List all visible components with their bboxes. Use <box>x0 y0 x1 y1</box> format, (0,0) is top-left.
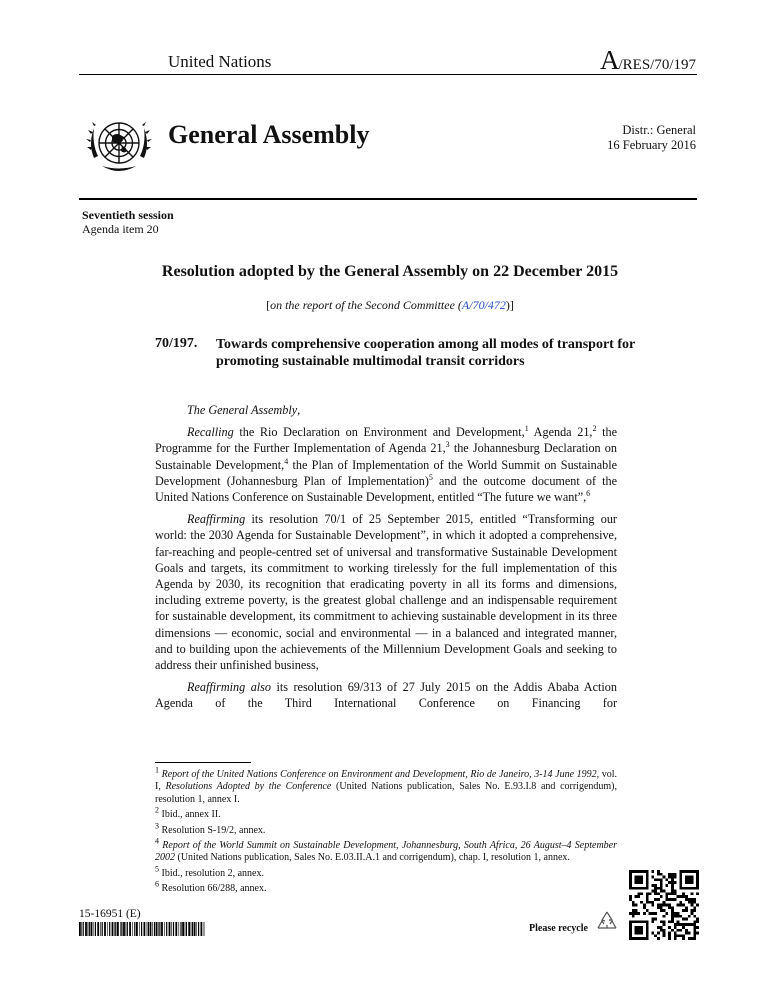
report-bracket-open: [ <box>266 298 271 312</box>
p1-b: Agenda 21, <box>528 425 593 440</box>
recycle-icon <box>593 908 621 936</box>
opening-line: The General Assembly, <box>187 403 301 417</box>
footnote: $^4$ Report of the World Summit on Sustainable Development, Johannesburg, South Africa, 26 August–4 September 2002 (United Nations publication, Sales No. E.03.II.A.1 and corrigendum), chap. I, resolution 1, annex. <box>155 836 617 864</box>
report-text: on the report of the Second Committee ( <box>270 298 462 312</box>
session-name: Seventieth session <box>82 208 174 222</box>
report-link[interactable]: A/70/472 <box>461 298 506 312</box>
p2-text: its resolution 70/1 of 25 September 2015, entitled “Transforming our world: the 2030 Agenda for Sustainable Development”, in which it adopted a comprehensive, far-reaching and people-centred set of universal and transformative Sustainable Development Goals and targets, its commitment to working tirelessly for the full implementation of this Agenda by 2030, its recognition that eradicating poverty in all its forms and dimensions, including extreme poverty, is the greatest global challenge and an indispensable requirement for sustainable development, its commitment to achieving sustainable development in its three dimensions — economic, social and environmental — in a balanced and integrated manner, and to building upon the achievements of the Millennium Development Goals and seeking to address their unfinished business, <box>155 512 617 673</box>
masthead-rule <box>79 198 697 200</box>
body-name: General Assembly <box>168 120 370 149</box>
footnote: $^3$ Resolution S-19/2, annex. <box>155 821 266 836</box>
p1-e: the Plan of Implementation of the World Summit on Sustainable Development (Johannesburg Plan of Implementation) <box>155 457 617 488</box>
agenda-item: Agenda item 20 <box>82 222 159 236</box>
paragraph-reaffirming <box>155 511 617 673</box>
distribution-block <box>607 123 696 153</box>
p1-f: and the outcome document of the United Nations Conference on Sustainable Development, entitled “The future we want”, <box>155 473 618 505</box>
footnotes <box>155 765 618 899</box>
symbol-prefix: A <box>599 45 619 75</box>
resolution-body <box>155 402 617 718</box>
p1-lead: Recalling <box>187 425 234 440</box>
footnote: $^6$ Resolution 66/288, annex. <box>155 879 267 895</box>
document-date: 16 February 2016 <box>607 138 696 152</box>
un-emblem-icon <box>82 106 156 180</box>
p1-a: the Rio Declaration on Environment and Development, <box>233 425 525 440</box>
paragraph-recalling: Recalling the Rio Declaration on Environment and Development,$^1$ Agenda 21,$^2$ the Programme for the Further Implementation of Agenda 21,$^3$ the Johannesburg Declaration on Sustainable Development,$^4$ the Plan of Implementation of the World Summit on Sustainable Development (Johannesburg Plan of Implementation)$^5$ and the outcome document of the United Nations Conference on Sustainable Development, entitled “The future we want”,$^6$ <box>155 424 618 505</box>
recycle-label: Please recycle <box>529 923 588 934</box>
p1-d: the Johannesburg Declaration on Sustainable Development, <box>155 441 617 472</box>
resolution-title: Towards comprehensive cooperation among all modes of transport for promoting sustainable multimodal transit corridors <box>216 337 635 369</box>
footnote-rule <box>155 762 251 763</box>
resolution-heading: Resolution adopted by the General Assembly on 22 December 2015 <box>161 263 619 280</box>
symbol-rest: /RES/70/197 <box>618 57 696 73</box>
distribution-label: Distr.: General <box>622 123 696 137</box>
p2-lead: Reaffirming <box>187 512 246 527</box>
p3-lead: Reaffirming also <box>187 680 272 695</box>
document-number: 15-16951 (E) <box>79 908 141 920</box>
footnote: $^2$ Ibid., annex II. <box>155 805 221 821</box>
qr-code-icon <box>629 870 699 940</box>
paragraph-reaffirming-also <box>155 679 617 711</box>
document-symbol <box>600 45 696 76</box>
report-bracket-close: )] <box>505 298 514 312</box>
p3-text: its resolution 69/313 of 27 July 2015 on the Addis Ababa Action Agenda of the Third International Conference on Financing for <box>155 680 617 711</box>
footnote: $^5$ Ibid., resolution 2, annex. <box>155 864 264 879</box>
barcode-icon <box>79 922 205 936</box>
opening-text: The General Assembly <box>187 403 298 417</box>
footnote: $^1$ Report of the United Nations Conference on Environment and Development, Rio de Janeiro, 3-14 June 1992, vol. I, Resolutions Adopted by the Conference (United Nations publication, Sales No. E.93.I.8 and corrigendum), resolution 1, annex I. <box>155 765 618 805</box>
p1-c: the Programme for the Further Implementation of Agenda 21, <box>155 425 618 456</box>
resolution-number: 70/197. <box>155 336 198 351</box>
header-rule <box>79 74 697 75</box>
session-info <box>82 208 174 236</box>
org-name: United Nations <box>168 52 272 71</box>
report-reference <box>130 298 650 313</box>
